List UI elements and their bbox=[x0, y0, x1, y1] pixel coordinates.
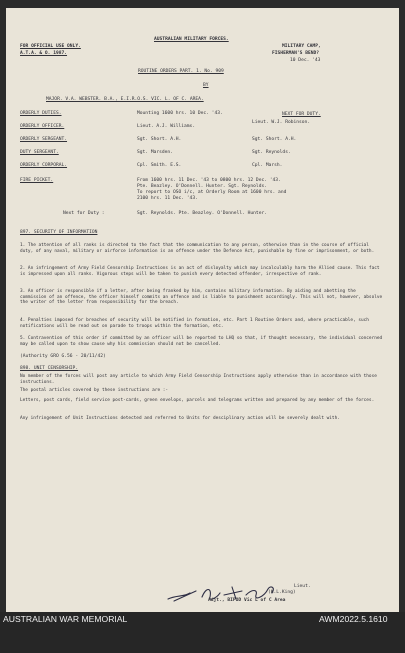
document-page bbox=[6, 8, 399, 612]
duty-today: Sgt. Marsden. bbox=[137, 150, 173, 155]
duty-next: NEXT FOR DUTY. bbox=[282, 112, 321, 117]
section-paragraph: Letters, post cards, field service post-cards, green envelops, parcels and telegrams written and prepared by any member of the forces. bbox=[20, 398, 375, 403]
duty-label: DUTY SERGEANT. bbox=[20, 150, 59, 155]
camp-location: FISHERMAN'S BEND? bbox=[272, 51, 320, 56]
section-paragraph: No member of the forces will post any article to which Army Field Censorship Instructions apply otherwise than in accordance with those instructions. bbox=[20, 374, 377, 385]
organisation-title: AUSTRALIAN MILITARY FORCES. bbox=[154, 37, 229, 42]
duty-today: Mounting 1600 hrs. 10 Dec. '43. bbox=[137, 111, 223, 116]
duty-label: ORDERLY OFFICER. bbox=[20, 124, 65, 129]
by-label: BY bbox=[203, 83, 209, 88]
next-for-duty-value: Sgt. Reynolds. Pte. Beazley. O'Donnell. Hunter. bbox=[137, 211, 267, 216]
next-for-duty-label: Next for Duty : bbox=[63, 211, 105, 216]
duty-next: Cpl. Marsh. bbox=[252, 163, 283, 168]
duty-today: Lieut. A.J. Williams. bbox=[137, 124, 196, 129]
duty-today: Cpl. Smith. E.S. bbox=[137, 163, 182, 168]
duty-label: ORDERLY CORPORAL. bbox=[20, 163, 68, 168]
signatory-rank: Lieut. bbox=[294, 584, 311, 589]
duty-next: Sgt. Reynolds. bbox=[252, 150, 291, 155]
fire-picket-line: Pte. Beazley. O'Donnell. Hunter. Sgt. Reynolds. bbox=[137, 184, 267, 189]
section-heading: 897. SECURITY OF INFORMATION bbox=[20, 230, 98, 235]
duty-label: ORDERLY DUTIES. bbox=[20, 111, 62, 116]
section-paragraph: 4. Penalties imposed for breaches of security will be notified in formation, etc. Part 1 Routine Orders and, where practicable, such notifications will be read out on parade to troops within the formation, etc. bbox=[20, 318, 369, 329]
authority-note: (Authority GRO G.56 - 20/11/42) bbox=[20, 354, 106, 359]
archive-reference: AWM2022.5.1610 bbox=[319, 614, 388, 624]
fire-picket-line: To report to OSO i/c, at Orderly Room at 1600 hrs. and bbox=[137, 190, 287, 195]
official-use-label: FOR OFFICIAL USE ONLY. bbox=[20, 44, 81, 49]
section-paragraph: 3. An officer is responsible if a letter, after being franked by him, contains military information. By aiding and abetting the commission of an offence, the officer himself commits an offence and is liable to punishment accordingly. This will not, however, absolve the writer of the letter from responsibility for the breach. bbox=[20, 289, 383, 306]
duty-label: ORDERLY SERGEANT. bbox=[20, 137, 68, 142]
duty-next: Sgt. Short. A.H. bbox=[252, 137, 297, 142]
fire-picket-label: FIRE PICKET. bbox=[20, 178, 54, 183]
commanding-officer: MAJOR. V.A. WEBSTER. B.A., E.I.R.O.S. VIC. L. OF C. AREA. bbox=[46, 97, 204, 102]
order-date: 10 Dec. '43 bbox=[290, 58, 321, 63]
archive-name: AUSTRALIAN WAR MEMORIAL bbox=[3, 614, 128, 624]
order-title: ROUTINE ORDERS PART. 1. No. 909 bbox=[138, 69, 224, 74]
duty-next: Lieut. W.J. Robinson. bbox=[252, 120, 311, 125]
signatory-title: Adjt., BIPOD Vic L of C Area bbox=[208, 598, 286, 603]
section-paragraph: 1. The attention of all ranks is directed to the fact that the communication to any person, otherwise than in the course of official duty, of any naval, military or airforce information is an offence under the Defence Act, punishable by fine or imprisonment, or both. bbox=[20, 243, 375, 254]
section-paragraph: Any infringement of Unit Instructions detected and referred to Units for desciplinary action will be severely dealt with. bbox=[20, 416, 340, 421]
section-paragraph: The postal articles covered by these instructions are :- bbox=[20, 388, 169, 393]
fire-picket-line: 2100 hrs. 11 Dec. '43. bbox=[137, 196, 198, 201]
form-reference: A.T.A. & O. 1987. bbox=[20, 51, 68, 56]
section-paragraph: 5. Contravention of this order if committed by an officer will be reported to LHQ so that, if thought necessary, the individual concerned may be called upon to show cause why his commission should not be cancelled. bbox=[20, 336, 383, 347]
section-heading: 898. UNIT CENSORSHIP. bbox=[20, 366, 79, 371]
signatory-name: (K.L.King) bbox=[268, 590, 296, 595]
duty-today: Sgt. Short. A.H. bbox=[137, 137, 182, 142]
section-paragraph: 2. An infringement of Army Field Censorship Instructions is an act of disloyalty which may incalculably harm the Allied cause. This fact is impressed upon all ranks. Vigorous steps will be taken to punish every detected offender, irrespective of rank. bbox=[20, 266, 380, 277]
fire-picket-line: From 1600 hrs. 11 Dec. '43 to 0800 hrs. 12 Dec. '43. bbox=[137, 178, 281, 183]
camp-name: MILITARY CAMP, bbox=[282, 44, 321, 49]
